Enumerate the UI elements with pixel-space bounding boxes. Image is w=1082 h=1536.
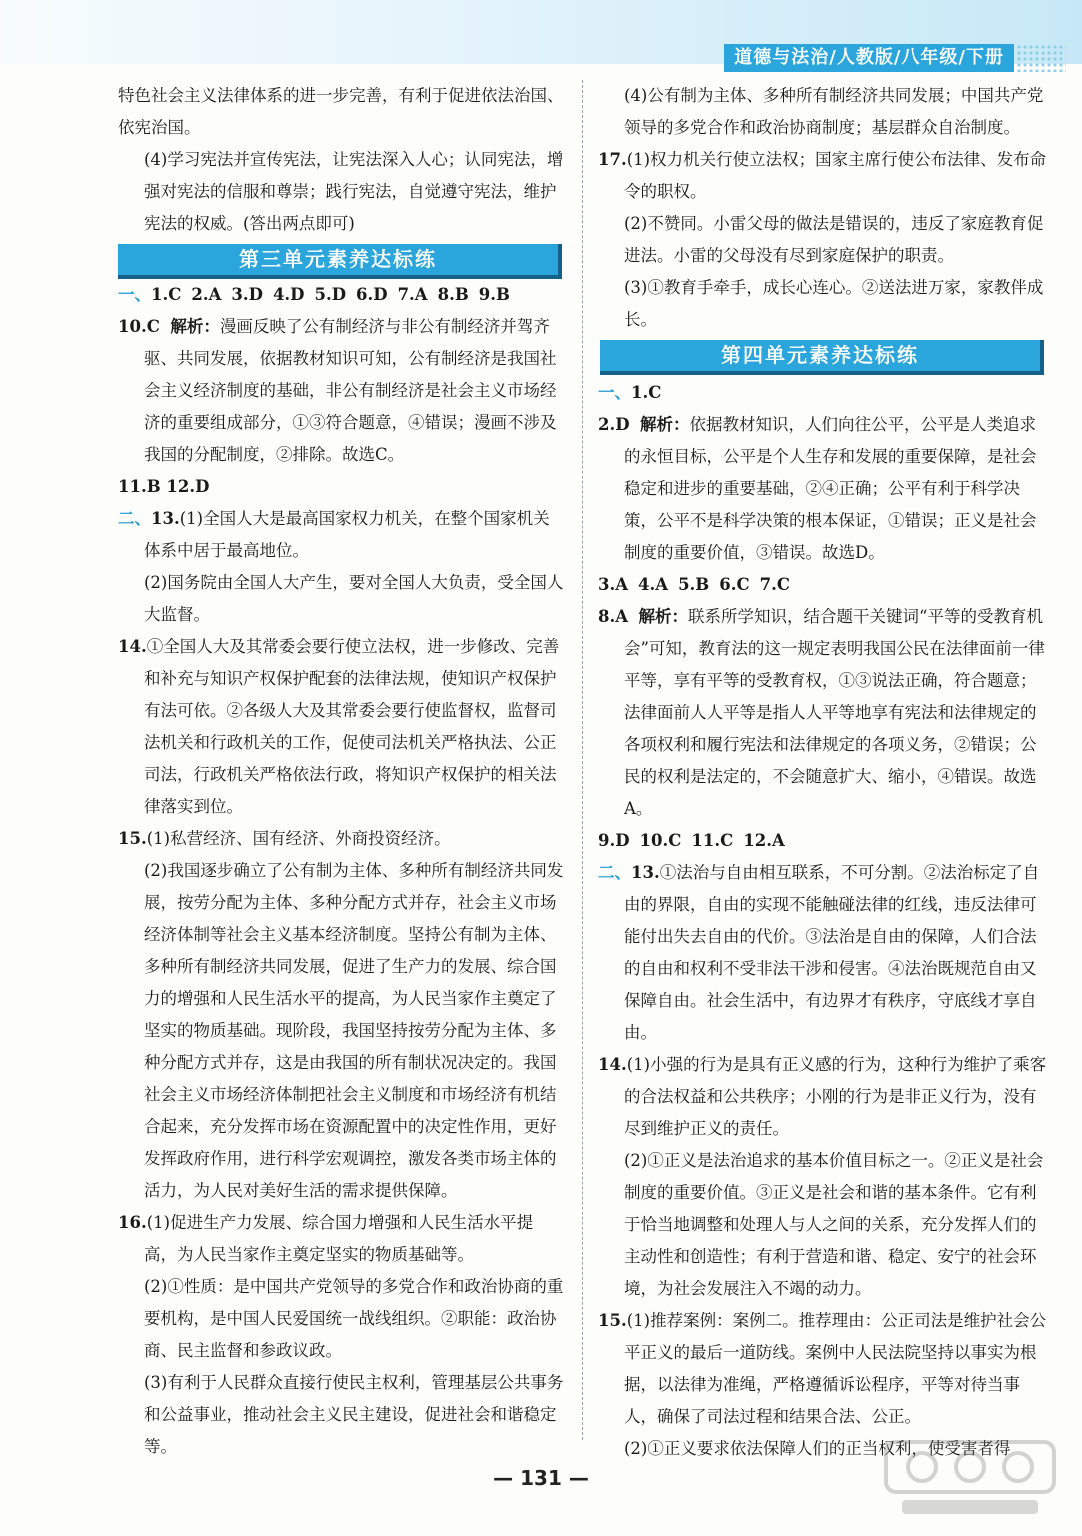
answer-part: (4)公有制为主体、多种所有制经济共同发展；中国共产党领导的多党合作和政治协商制度；基层群众自治制度。: [624, 86, 1044, 137]
mc-answer: 5.B: [678, 575, 710, 594]
mc-answer: 1.C: [151, 285, 182, 304]
mc-answer: 6.C: [719, 575, 750, 594]
section-label: 二、: [598, 863, 631, 882]
question-number: 17.: [598, 150, 627, 169]
answer-letter: A: [615, 607, 629, 626]
analysis-label: 解析：: [638, 607, 689, 626]
question-14: [118, 631, 566, 823]
section-label: 一、: [598, 383, 631, 402]
analysis-label: 解析：: [170, 317, 220, 336]
mc-answer: 3.A: [598, 575, 629, 594]
watermark-stamp-icon: [882, 1436, 1058, 1522]
mc-answer: 4.D: [272, 285, 305, 304]
question-number: 2.: [598, 415, 616, 434]
answer-part: (2)①正义是法治追求的基本价值目标之一。②正义是社会制度的重要价值。③正义是社会和谐的基本条件。它有利于恰当地调整和处理人与人之间的关系，充分发挥人们的主动性和创造性；有利于营造和谐、稳定、安宁的社会环境，为社会发展注入不竭的动力。: [624, 1151, 1044, 1298]
question-number: 16.: [118, 1213, 147, 1232]
multiple-choice-row: [598, 377, 1048, 409]
analysis-label: 解析：: [640, 415, 690, 434]
question-14: [598, 1049, 1048, 1145]
mc-answer: 10.C: [639, 831, 682, 850]
answer-part: (1)促进生产力发展、综合国力增强和人民生活水平提高，为人民当家作主奠定坚实的物质基础等。: [144, 1213, 534, 1264]
question-10: [118, 311, 566, 471]
analysis-text: 联系所学知识，结合题干关键词“平等的受教育机会”可知，教育法的这一规定表明我国公民在法律面前一律平等，享有平等的受教育权，①③说法正确，符合题意；法律面前人人平等是指人人平等地享有宪法和法律规定的各项权利和履行宪法和法律规定的各项义务，②错误；公民的权利是法定的，不会随意扩大、缩小，④错误。故选A。: [624, 607, 1045, 818]
multiple-choice-row: [118, 279, 566, 311]
answer-letter: C: [146, 317, 160, 336]
question-number: 13.: [151, 509, 180, 528]
question-2: [598, 409, 1048, 569]
question-16: [118, 1207, 566, 1271]
answer-part: (2)我国逐步确立了公有制为主体、多种所有制经济共同发展，按劳分配为主体、多种分配方式并存，社会主义市场经济体制等社会主义基本经济制度。坚持公有制为主体、多种所有制经济共同发展，促进了生产力的发展、综合国力的增强和人民生活水平的提高，为人民当家作主奠定了坚实的物质基础。现阶段，我国坚持按劳分配为主体、多种分配方式并存，这是由我国的所有制状况决定的。我国社会主义市场经济体制把社会主义制度和市场经济有机结合起来，充分发挥市场在资源配置中的决定性作用，更好发挥政府作用，进行科学宏观调控，激发各类市场主体的活力，为人民对美好生活的需求提供保障。: [144, 861, 564, 1200]
answer-part: (1)私营经济、国有经济、外商投资经济。: [146, 829, 451, 848]
question-number: 13.: [631, 863, 660, 882]
mc-answer: 7.A: [397, 285, 428, 304]
text-continuation: 特色社会主义法律体系的进一步完善，有利于促进依法治国、依宪治国。: [118, 86, 564, 137]
question-number: 15.: [598, 1311, 627, 1330]
mc-answer: 6.D: [356, 285, 388, 304]
answer-part: (1)全国人大是最高国家权力机关，在整个国家机关体系中居于最高地位。: [144, 509, 550, 560]
answer-part: (1)权力机关行使立法权；国家主席行使公布法律、发布命令的职权。: [624, 150, 1047, 201]
mc-answer: 12.A: [743, 831, 785, 850]
mc-answer: 1.C: [631, 383, 662, 402]
analysis-text: 漫画反映了公有制经济与非公有制经济并驾齐驱、共同发展，依据教材知识可知，公有制经济是我国社会主义经济制度的基础，非公有制经济是社会主义市场经济的重要组成部分，①③符合题意，④错误；漫画不涉及我国的分配制度，②排除。故选C。: [144, 317, 557, 464]
answer-part: (4)学习宪法并宣传宪法，让宪法深入人心；认同宪法，增强对宪法的信服和尊崇；践行宪法，自觉遵守宪法，维护宪法的权威。(答出两点即可): [144, 150, 564, 233]
question-number: 8.: [598, 607, 616, 626]
mc-answer: 5.D: [314, 285, 347, 304]
answer-text: ①法治与自由相互联系，不可分割。②法治标定了自由的界限，自由的实现不能触碰法律的红线，违反法律可能付出失去自由的代价。③法治是自由的保障，人们合法的自由和权利不受非法干涉和侵害。④法治既规范自由又保障自由。社会生活中，有边界才有秩序，守底线才享自由。: [624, 863, 1040, 1042]
section-label: 一、: [118, 285, 151, 304]
mc-answer: 2.A: [191, 285, 222, 304]
section-banner-unit3: 第三单元素养达标练: [118, 244, 562, 279]
answer-part: (2)①正义要求依法保障人们的正当权利，使受害者得: [624, 1439, 1011, 1458]
multiple-choice-row: [598, 825, 1048, 857]
page-number: — 131 —: [493, 1466, 589, 1490]
left-column: [118, 80, 566, 1463]
mc-answer: 9.D: [598, 831, 630, 850]
mc-answer: 9.B: [478, 285, 510, 304]
answer-part: (2)不赞同。小雷父母的做法是错误的，违反了家庭教育促进法。小雷的父母没有尽到家庭保护的职责。: [624, 214, 1044, 265]
answer-part: (3)①教育手牵手，成长心连心。②送法进万家，家教伴成长。: [624, 278, 1044, 329]
mc-answer: 7.C: [759, 575, 790, 594]
multiple-choice-row: [598, 569, 1048, 601]
answer-part: (2)①性质：是中国共产党领导的多党合作和政治协商的重要机构，是中国人民爱国统一战线组织。②职能：政治协商、民主监督和参政议政。: [144, 1277, 564, 1360]
section-label: 二、: [118, 509, 151, 528]
question-number: 15.: [118, 829, 147, 848]
answer-part: (1)推荐案例：案例二。推荐理由：公正司法是维护社会公平正义的最后一道防线。案例中人民法院坚持以事实为根据，以法律为准绳，严格遵循诉讼程序，平等对待当事人，确保了司法过程和结果合法、公正。: [624, 1311, 1047, 1426]
mc-answer: 4.A: [638, 575, 669, 594]
question-8: [598, 601, 1048, 825]
question-13: [598, 857, 1048, 1049]
header-subject-tag: 道德与法治/人教版/八年级/下册: [724, 44, 1014, 72]
mc-answers-11-12: 11.B 12.D: [118, 477, 210, 496]
analysis-text: 依据教材知识，人们向往公平，公平是人类追求的永恒目标，公平是个人生存和发展的重要保障，是社会稳定和进步的重要基础，②④正确；公平有利于科学决策，公平不是科学决策的根本保证，①错误；正义是社会制度的重要价值，③错误。故选D。: [624, 415, 1037, 562]
question-number: 10.: [118, 317, 147, 336]
answer-part: (3)有利于人民群众直接行使民主权利，管理基层公共事务和公益事业，推动社会主义民主建设，促进社会和谐稳定等。: [144, 1373, 564, 1456]
answer-part: (2)国务院由全国人大产生，要对全国人大负责，受全国人大监督。: [144, 573, 564, 624]
answer-part: (1)小强的行为是具有正义感的行为，这种行为维护了乘客的合法权益和公共秩序；小刚的行为是非正义行为，没有尽到维护正义的责任。: [624, 1055, 1047, 1138]
question-number: 14.: [598, 1055, 627, 1074]
mc-answer: 3.D: [231, 285, 263, 304]
question-17: [598, 144, 1048, 208]
question-number: 14.: [118, 637, 147, 656]
mc-answer: 8.B: [437, 285, 469, 304]
mc-answer: 11.C: [691, 831, 734, 850]
question-13: [118, 503, 566, 567]
answer-letter: D: [615, 415, 630, 434]
question-15: [598, 1305, 1048, 1433]
question-15: [118, 823, 566, 855]
header-dot-pattern: [1016, 44, 1066, 72]
column-divider: [582, 80, 583, 1440]
right-column: [598, 80, 1048, 1465]
section-banner-unit4: 第四单元素养达标练: [600, 340, 1044, 375]
answer-text: ①全国人大及其常委会要行使立法权，进一步修改、完善和补充与知识产权保护配套的法律法规，使知识产权保护有法可依。②各级人大及其常委会要行使监督权，监督司法机关和行政机关的工作，促使司法机关严格执法、公正司法，行政机关严格依法行政，将知识产权保护的相关法律落实到位。: [144, 637, 560, 816]
